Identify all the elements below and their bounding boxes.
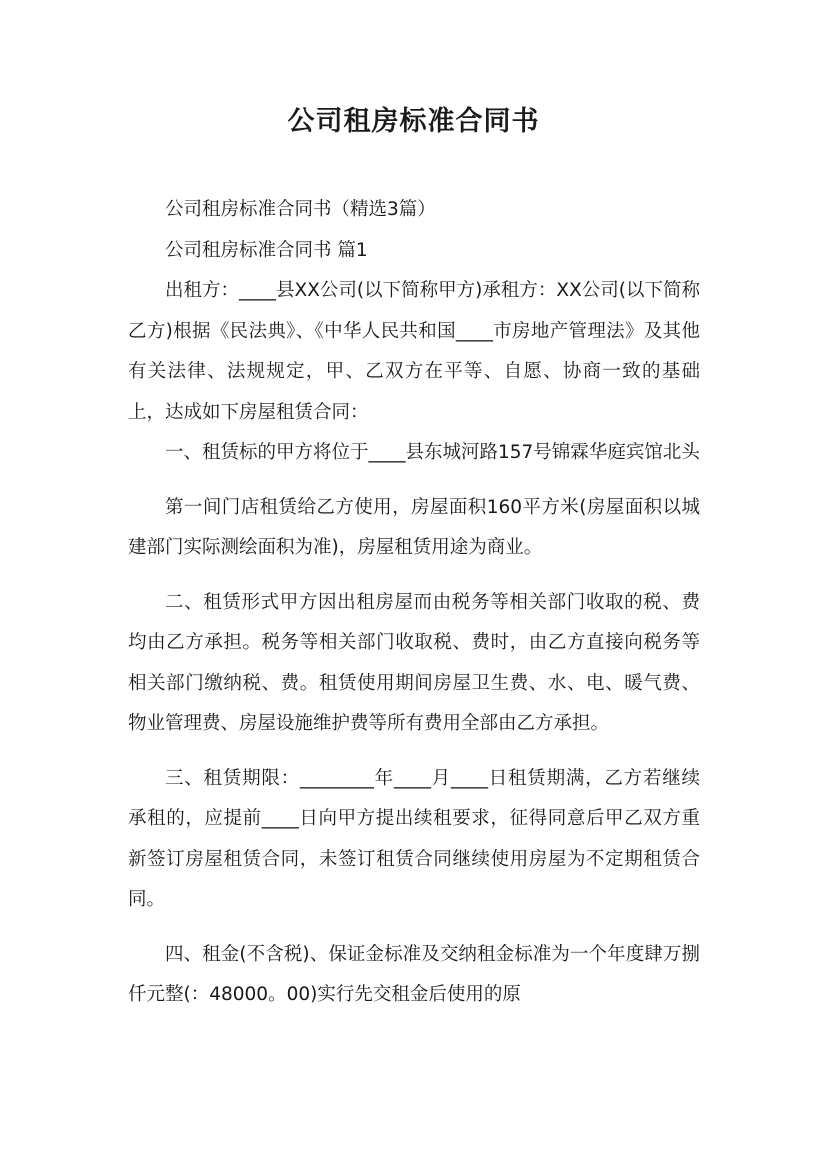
paragraph-clause-2: 二、租赁形式甲方因出租房屋而由税务等相关部门收取的税、费均由乙方承担。税务等相关部门收取税、费时，由乙方直接向税务等相关部门缴纳税、费。租赁使用期间房屋卫生费、水、电、暖气费、物业管理费、房屋设施维护费等所有费用全部由乙方承担。 (128, 591, 700, 734)
paragraph-clause-1: 一、租赁标的甲方将位于____县东城河路157号锦霖华庭宾馆北头 (165, 442, 700, 463)
paragraph-clause-4: 四、租金(不含税)、保证金标准及交纳租金标准为一个年度肆万捌仟元整(：48000。00)实行先交租金后使用的原 (128, 943, 700, 1005)
paragraph-clause-1-detail: 第一间门店租赁给乙方使用，房屋面积160平方米(房屋面积以城建部门实际测绘面积为准)，房屋租赁用途为商业。 (128, 496, 700, 558)
paragraph-section-heading: 公司租房标准合同书 篇1 (165, 239, 368, 261)
document-body (128, 190, 700, 1016)
document-title: 公司租房标准合同书 (287, 106, 540, 137)
paragraph-subtitle: 公司租房标准合同书（精选3篇） (165, 199, 436, 220)
paragraph-clause-3: 三、租赁期限：________年____月____日租赁期满，乙方若继续承租的，应提前____日向甲方提出续租要求，征得同意后甲乙双方重新签订房屋租赁合同，未签订租赁合同继续使用房屋为不定期租赁合同。 (128, 767, 700, 910)
paragraph-parties: 出租方：____县XX公司(以下简称甲方)承租方：XX公司(以下简称乙方)根据《民法典》、《中华人民共和国____市房地产管理法》及其他有关法律、法规规定，甲、乙双方在平等、自愿、协商一致的基础上，达成如下房屋租赁合同： (128, 280, 700, 423)
